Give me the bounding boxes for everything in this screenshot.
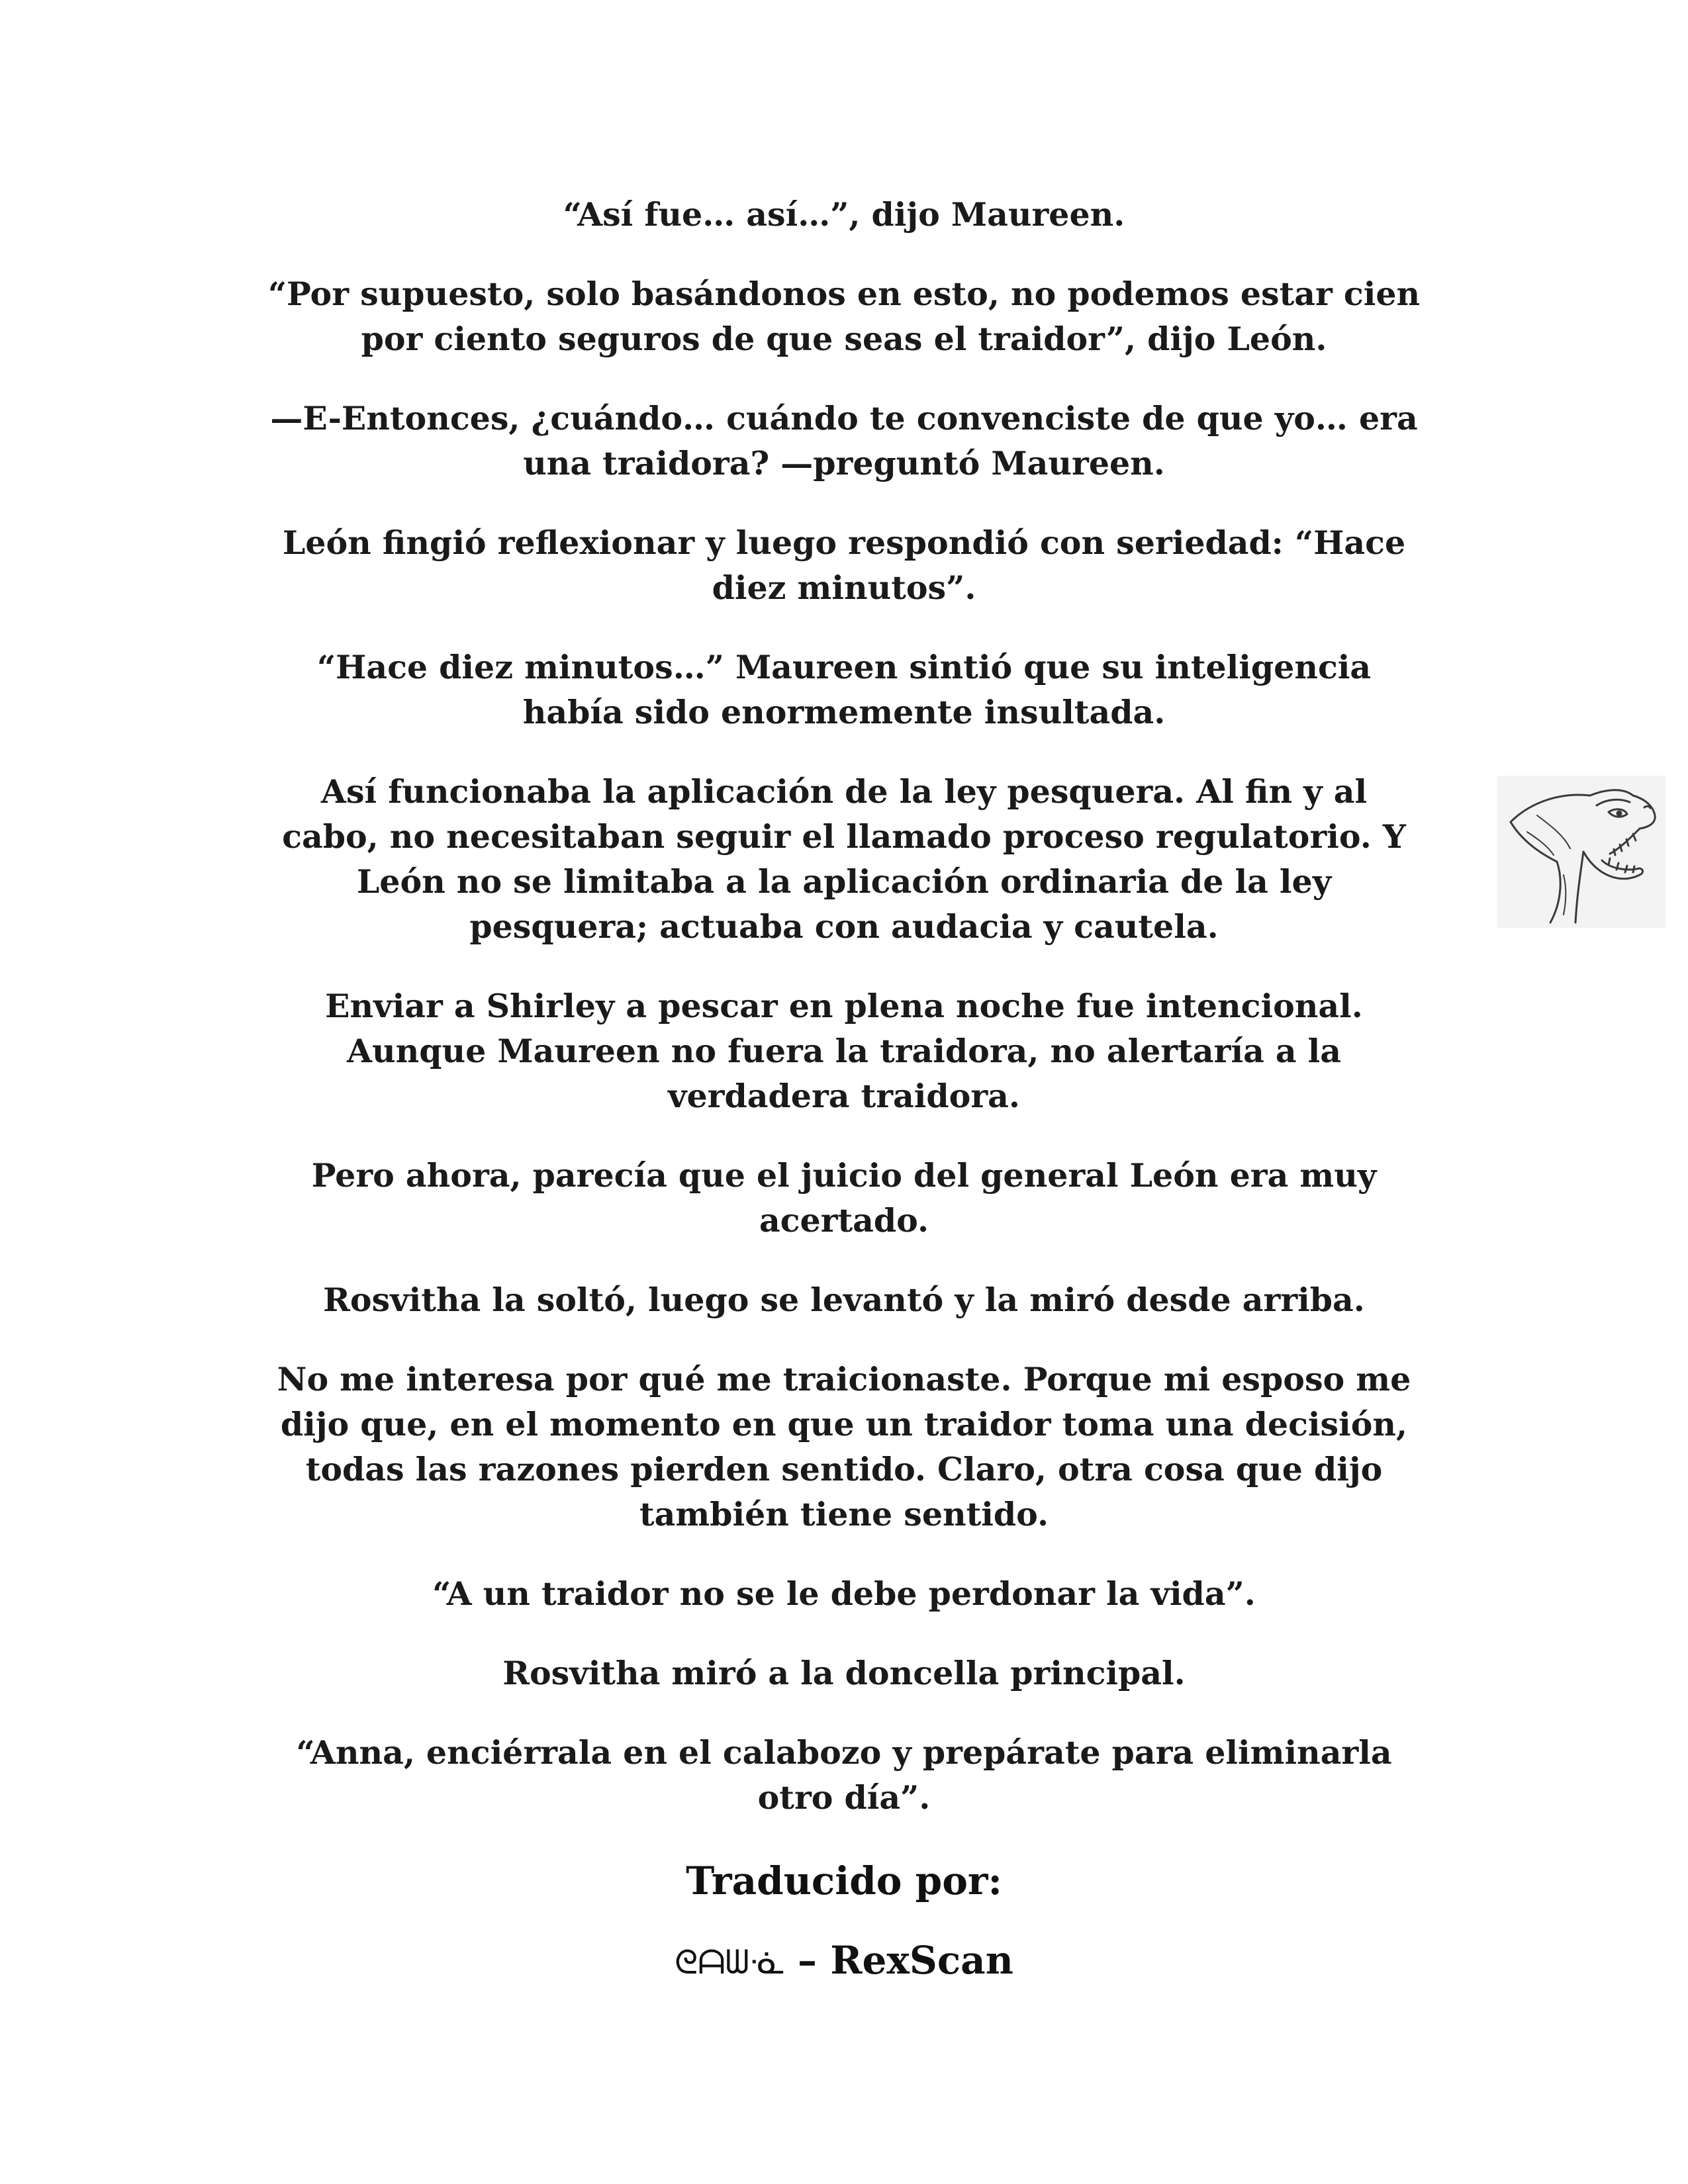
paragraph — [212, 1651, 1476, 1696]
paragraph — [212, 645, 1476, 735]
text-line: “A un traidor no se le debe perdonar la vida”. — [432, 1574, 1256, 1613]
chapter-text — [212, 192, 1476, 1989]
text-line: todas las razones pierden sentido. Claro, otra cosa que dijo — [305, 1450, 1383, 1488]
paragraph — [212, 983, 1476, 1118]
text-line: Rosvitha miró a la doncella principal. — [502, 1654, 1186, 1692]
text-line: dijo que, en el momento en que un traidor toma una decisión, — [280, 1405, 1408, 1443]
text-line: Pero ahora, parecía que el juicio del general León era muy — [311, 1156, 1377, 1195]
text-line: acertado. — [759, 1201, 929, 1240]
text-line: otro día”. — [757, 1778, 931, 1817]
paragraph — [212, 769, 1476, 949]
paragraph — [212, 1571, 1476, 1616]
text-line: “Hace diez minutos…” Maureen sintió que su inteligencia — [316, 648, 1372, 686]
translator-handle: ᘓᗩᗯᓍ — [675, 1943, 784, 1981]
text-line: León no se limitaba a la aplicación ordinaria de la ley — [356, 862, 1332, 901]
text-line: también tiene sentido. — [639, 1495, 1049, 1533]
text-line: León fingió reflexionar y luego respondió con seriedad: “Hace — [282, 523, 1406, 562]
credits-line — [212, 1934, 1476, 1989]
text-line: “Anna, enciérrala en el calabozo y prepárate para eliminarla — [296, 1733, 1392, 1772]
paragraph — [212, 396, 1476, 486]
dinosaur-head-icon — [1497, 776, 1665, 928]
paragraph — [212, 520, 1476, 610]
text-line: una traidora? —preguntó Maureen. — [523, 444, 1165, 482]
text-line: No me interesa por qué me traicionaste. Porque mi esposo me — [277, 1360, 1411, 1398]
text-line: “Así fue… así…”, dijo Maureen. — [563, 195, 1125, 234]
text-line: verdadera traidora. — [668, 1077, 1020, 1115]
paragraph — [212, 271, 1476, 361]
text-line: por ciento seguros de que seas el traidor”, dijo León. — [361, 320, 1327, 358]
paragraph — [212, 1357, 1476, 1537]
paragraph — [212, 192, 1476, 237]
text-line: había sido enormemente insultada. — [522, 693, 1166, 731]
text-line: diez minutos”. — [712, 569, 976, 607]
text-line: Así funcionaba la aplicación de la ley pesquera. Al fin y al — [320, 772, 1368, 811]
text-line: cabo, no necesitaban seguir el llamado proceso regulatorio. Y — [282, 817, 1406, 856]
text-line: “Por supuesto, solo basándonos en esto, no podemos estar cien — [267, 275, 1421, 313]
paragraph-list — [212, 192, 1476, 1820]
credits-separator: – — [784, 1938, 831, 1983]
credits-title: Traducido por: — [686, 1858, 1002, 1903]
paragraph — [212, 1277, 1476, 1322]
text-line: pesquera; actuaba con audacia y cautela. — [469, 907, 1219, 946]
paragraph — [212, 1730, 1476, 1820]
text-line: Aunque Maureen no fuera la traidora, no alertaría a la — [346, 1032, 1342, 1070]
text-line: —E-Entonces, ¿cuándo… cuándo te convenciste de que yo… era — [270, 399, 1418, 437]
paragraph — [212, 1153, 1476, 1243]
scanlation-group: RexScan — [830, 1938, 1013, 1983]
text-line: Rosvitha la soltó, luego se levantó y la miró desde arriba. — [323, 1281, 1365, 1319]
text-line: Enviar a Shirley a pescar en plena noche fue intencional. — [325, 987, 1363, 1025]
